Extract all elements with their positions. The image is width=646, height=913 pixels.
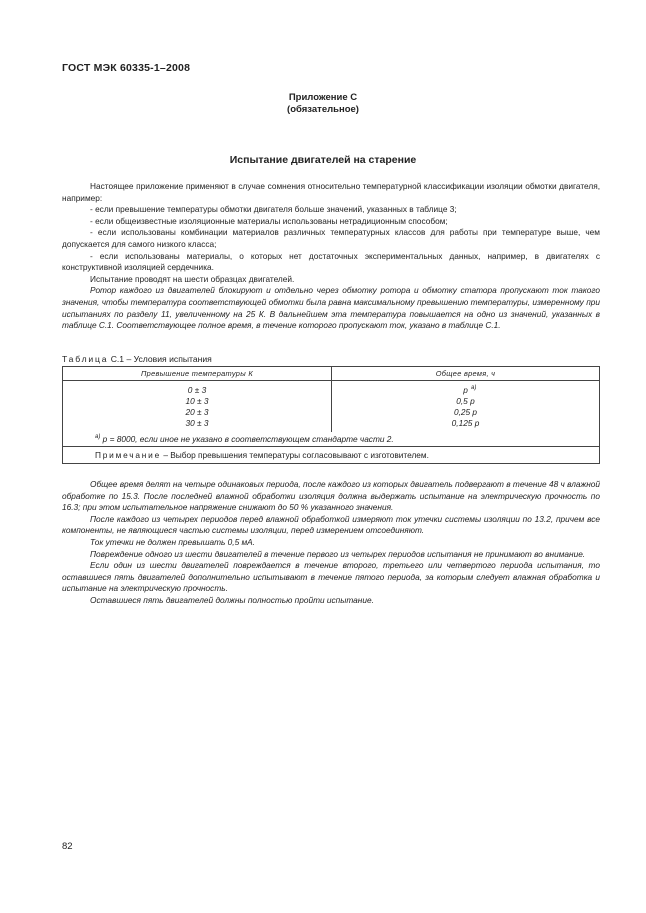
list-item: - если превышение температуры обмотки двигателя больше значений, указанных в таблице 3; [90, 204, 457, 215]
time-footnote-marker: a) [471, 385, 477, 391]
document-header: ГОСТ МЭК 60335-1–2008 [62, 62, 191, 74]
paragraph: После каждого из четырех периодов перед влажной обработкой измеряют ток утечки системы изоляции по 13.2, причем все компоненты, не являющиеся частью системы изоляции, перед измерением отсоединяют. [62, 513, 600, 536]
conditions-table [62, 366, 600, 464]
table-footnote-row [63, 432, 600, 447]
appendix-label: Приложение С [288, 92, 358, 103]
table-note-row [63, 447, 600, 464]
header-total-time: Общее время, ч [332, 367, 600, 381]
paragraph: Если один из шести двигателей повреждается в течение второго, третьего или четвертого периода испытания, то оставшиеся пять двигателей дополнительно испытывают в течение пятого периода, за которым следует влажная обработка и испытание на электрическую прочность. [62, 560, 600, 594]
header-temperature-rise: Превышение температуры К [63, 367, 332, 381]
time-values: p 0,5 p 0,25 p 0,125 p a) [332, 381, 600, 433]
paragraph: Повреждение одного из шести двигателей в течение первого из четырех периодов испытания не принимают во внимание. [90, 548, 586, 559]
note-label: Примечание [95, 450, 162, 460]
table-footnote: $^{a)}$ p = 8000, если иное не указано в соответствующем стандарте части 2. [63, 432, 600, 447]
intro-text [62, 181, 600, 332]
temperature-values: 0 ± 3 10 ± 3 20 ± 3 30 ± 3 [63, 381, 332, 433]
table-values-row [63, 381, 600, 433]
table-note [63, 447, 600, 464]
note-text: – Выбор превышения температуры согласовывают с изготовителем. [163, 450, 429, 460]
table-caption-prefix: Таблица [62, 354, 109, 364]
page-number: 82 [62, 841, 73, 852]
paragraph: Испытание проводят на шести образцах двигателей. [90, 273, 295, 284]
table-header-row [63, 367, 600, 381]
paragraph: Оставшиеся пять двигателей должны полностью пройти испытание. [90, 594, 374, 605]
after-table-text [62, 479, 600, 607]
list-item: - если использованы материалы, о которых нет достаточных экспериментальных данных, например, в двигателях с конструктивной изоляцией сердечника. [62, 250, 600, 273]
paragraph: Настоящее приложение применяют в случае сомнения относительно температурной классификации изоляции обмотки двигателя, например: [62, 181, 600, 203]
list-item: - если общеизвестные изоляционные материалы использованы нетрадиционным способом; [90, 215, 448, 226]
paragraph: Общее время делят на четыре одинаковых периода, после каждого из которых двигатель подвергают в течение 48 ч влажной обработке по 15.3. После последней влажной обработки изоляция должна выдержать испытание на электрическую прочность по 16.3; при этом испытательное напряжение снижают до 50 % указанного значения. [62, 479, 600, 513]
list-item: - если использованы комбинации материалов различных температурных классов для работы при температуре выше, чем допускается для самого низкого класса; [62, 227, 600, 249]
table-caption [62, 354, 212, 364]
paragraph: Ротор каждого из двигателей блокируют и отдельно через обмотку ротора и обмотку статора пропускают ток такого значения, чтобы температура соответствующей обмотки была равна максимальному превышению температуры, измеренному при испытаниях по разделу 11, увеличенному на 25 К. В дальнейшем эта температура повышается на одно из значений, указанных в таблице С.1. Соответствующее полное время, в течение которого пропускают ток, указано в таблице С.1. [62, 285, 600, 331]
section-title: Испытание двигателей на старение [229, 154, 417, 166]
paragraph: Ток утечки не должен превышать 0,5 мА. [90, 536, 256, 547]
table-caption-title: С.1 – Условия испытания [110, 354, 212, 364]
appendix-status: (обязательное) [287, 104, 359, 115]
